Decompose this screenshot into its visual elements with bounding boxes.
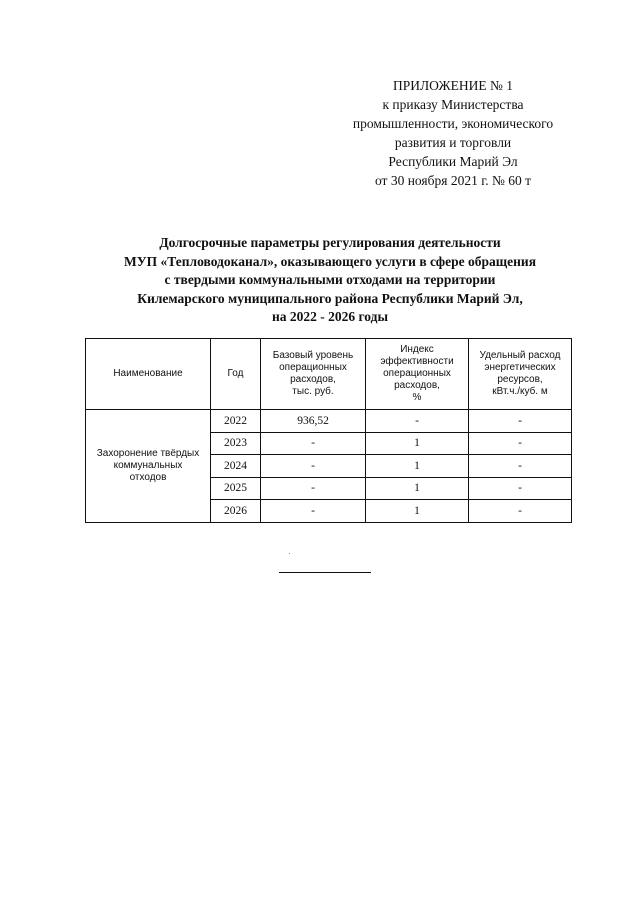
annex-line: промышленности, экономического bbox=[352, 116, 554, 131]
closing-rule bbox=[279, 572, 371, 573]
cell-year: 2024 bbox=[211, 455, 261, 478]
cell-base-level: - bbox=[261, 477, 366, 500]
cell-energy: - bbox=[469, 432, 572, 455]
cell-efficiency-index: 1 bbox=[366, 455, 469, 478]
header-base-level: Базовый уровень операционных расходов, тыс. руб. bbox=[261, 339, 366, 410]
header-energy-consumption: Удельный расход энергетических ресурсов, кВт.ч./куб. м bbox=[469, 339, 572, 410]
annex-line: к приказу Министерства bbox=[382, 97, 524, 112]
annex-line: Республики Марий Эл bbox=[388, 154, 518, 169]
cell-year: 2022 bbox=[211, 410, 261, 433]
cell-energy: - bbox=[469, 500, 572, 523]
table-header-row bbox=[86, 339, 572, 410]
annex-date-line: от 30 ноября 2021 г. № 60 т bbox=[374, 173, 532, 188]
title-line: на 2022 - 2026 годы bbox=[271, 309, 389, 324]
header-name: Наименование bbox=[86, 339, 211, 410]
row-label-waste-burial: Захоронение твёрдых коммунальных отходов bbox=[86, 410, 211, 523]
title-line: с твердыми коммунальными отходами на территории bbox=[164, 272, 496, 287]
cell-energy: - bbox=[469, 410, 572, 433]
cell-base-level: - bbox=[261, 455, 366, 478]
title-line: Килемарского муниципального района Республики Марий Эл, bbox=[137, 290, 523, 306]
cell-base-level: - bbox=[261, 500, 366, 523]
annex-header bbox=[318, 76, 588, 190]
table-row bbox=[86, 410, 572, 433]
parameters-table bbox=[85, 338, 572, 523]
cell-base-level: 936,52 bbox=[261, 410, 366, 433]
header-efficiency-index: Индекс эффективности операционных расходов, % bbox=[366, 339, 469, 410]
scan-speck bbox=[289, 553, 290, 554]
cell-energy: - bbox=[469, 477, 572, 500]
document-title bbox=[60, 234, 600, 327]
cell-year: 2026 bbox=[211, 500, 261, 523]
annex-number: ПРИЛОЖЕНИЕ № 1 bbox=[392, 78, 514, 93]
annex-line: развития и торговли bbox=[394, 135, 512, 150]
cell-energy: - bbox=[469, 455, 572, 478]
title-line: Долгосрочные параметры регулирования деятельности bbox=[159, 235, 501, 250]
cell-efficiency-index: 1 bbox=[366, 500, 469, 523]
cell-year: 2025 bbox=[211, 477, 261, 500]
cell-base-level: - bbox=[261, 432, 366, 455]
cell-year: 2023 bbox=[211, 432, 261, 455]
title-line: МУП «Тепловодоканал», оказывающего услуги в сфере обращения bbox=[123, 253, 537, 269]
cell-efficiency-index: - bbox=[366, 410, 469, 433]
header-year: Год bbox=[211, 339, 261, 410]
cell-efficiency-index: 1 bbox=[366, 477, 469, 500]
cell-efficiency-index: 1 bbox=[366, 432, 469, 455]
